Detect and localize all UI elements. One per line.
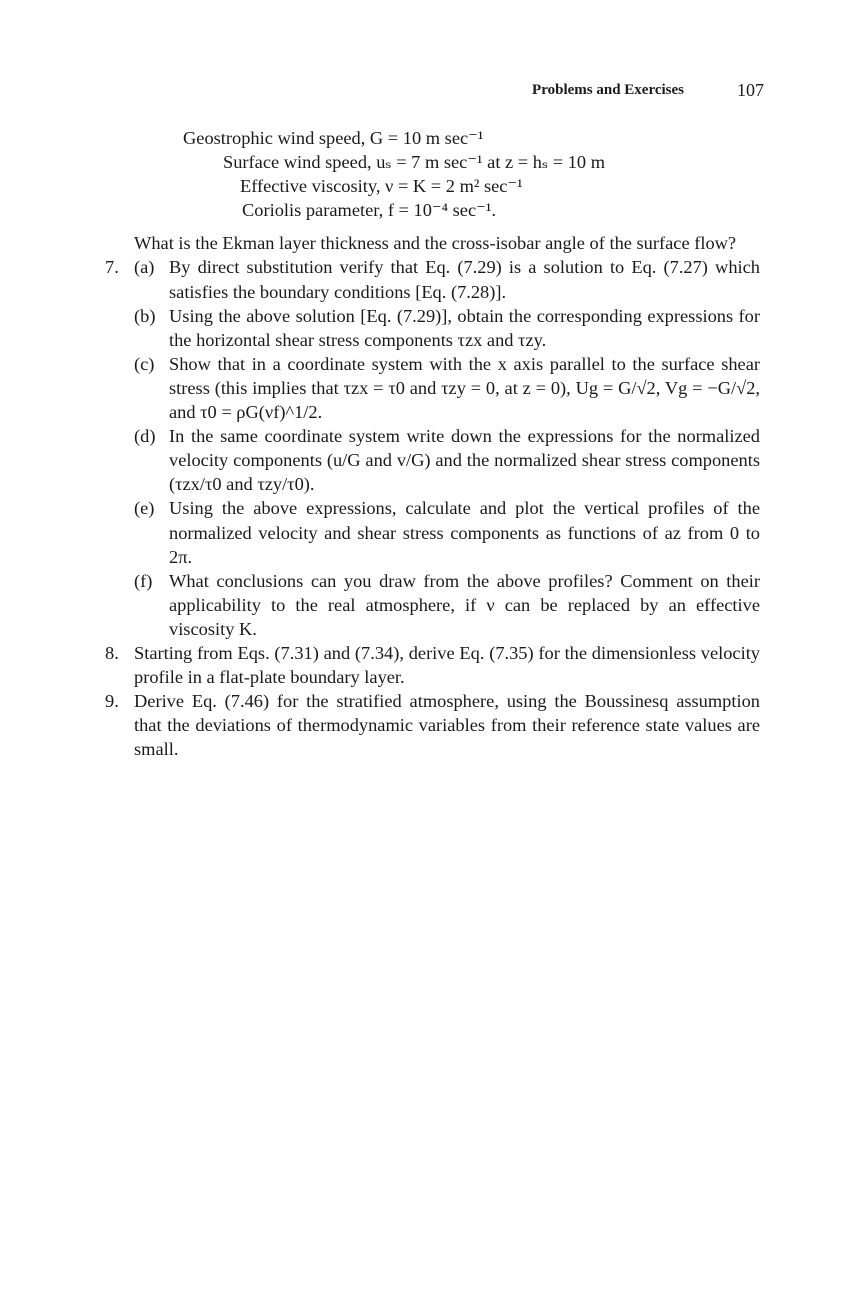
- part-label: (a): [134, 257, 155, 278]
- problem-7: [105, 255, 760, 641]
- part-text: In the same coordinate system write down the expressions for the normalized velocity components (u/G and v/G) and the normalized shear stress components (τzx/τ0 and τzy/τ0).: [169, 426, 760, 495]
- problem-text: Derive Eq. (7.46) for the stratified atmosphere, using the Boussinesq assumption that the deviations of thermodynamic variables from their reference state values are small.: [134, 691, 760, 760]
- part-text: Using the above expressions, calculate and plot the vertical profiles of the normalized velocity and shear stress components as functions of az from 0 to 2π.: [169, 498, 760, 567]
- problem-8: [105, 641, 760, 689]
- part-label: (d): [134, 426, 156, 447]
- part-text: Using the above solution [Eq. (7.29)], obtain the corresponding expressions for the horizontal shear stress components τzx and τzy.: [169, 305, 760, 350]
- part-label: (e): [134, 498, 155, 519]
- problem-number: 8.: [105, 642, 119, 663]
- page-number: 107: [737, 80, 764, 100]
- problem-number: 7.: [105, 257, 119, 278]
- part-label: (b): [134, 305, 156, 326]
- given-surface-wind: Surface wind speed, uₛ = 7 m sec⁻¹ at z = hₛ = 10 m: [223, 152, 606, 173]
- page-body: [105, 126, 760, 761]
- part-text: What conclusions can you draw from the above profiles? Comment on their applicability to the real atmosphere, if ν can be replaced by an effective viscosity K.: [169, 570, 760, 639]
- given-coriolis-parameter: Coriolis parameter, f = 10⁻⁴ sec⁻¹.: [242, 200, 496, 221]
- given-geostrophic-wind: Geostrophic wind speed, G = 10 m sec⁻¹: [183, 128, 484, 148]
- problem-text: Starting from Eqs. (7.31) and (7.34), derive Eq. (7.35) for the dimensionless velocity profile in a flat-plate boundary layer.: [134, 642, 760, 688]
- problem-part: [134, 352, 760, 424]
- problem-part: [134, 255, 760, 303]
- problem-question: What is the Ekman layer thickness and the cross-isobar angle of the surface flow?: [134, 233, 737, 254]
- part-text: By direct substitution verify that Eq. (7.29) is a solution to Eq. (7.27) which satisfies the boundary conditions [Eq. (7.28)].: [169, 257, 760, 302]
- part-label: (c): [134, 353, 155, 374]
- part-text: Show that in a coordinate system with the x axis parallel to the surface shear stress (this implies that τzx = τ0 and τzy = 0, at z = 0), Ug = G/√2, Vg = −G/√2, and τ0 = ρG(νf)^1/2.: [169, 353, 760, 423]
- given-parameters: [183, 126, 760, 222]
- problem-part: [134, 424, 760, 496]
- problem-part: [134, 304, 760, 352]
- problem-9: [105, 689, 760, 761]
- part-label: (f): [134, 570, 153, 591]
- problem-part: [134, 569, 760, 641]
- running-title: Problems and Exercises: [532, 82, 684, 98]
- given-effective-viscosity: Effective viscosity, ν = K = 2 m² sec⁻¹: [240, 176, 523, 197]
- problem-number: 9.: [105, 691, 119, 712]
- page-header: [0, 80, 864, 104]
- problem-part: [134, 496, 760, 568]
